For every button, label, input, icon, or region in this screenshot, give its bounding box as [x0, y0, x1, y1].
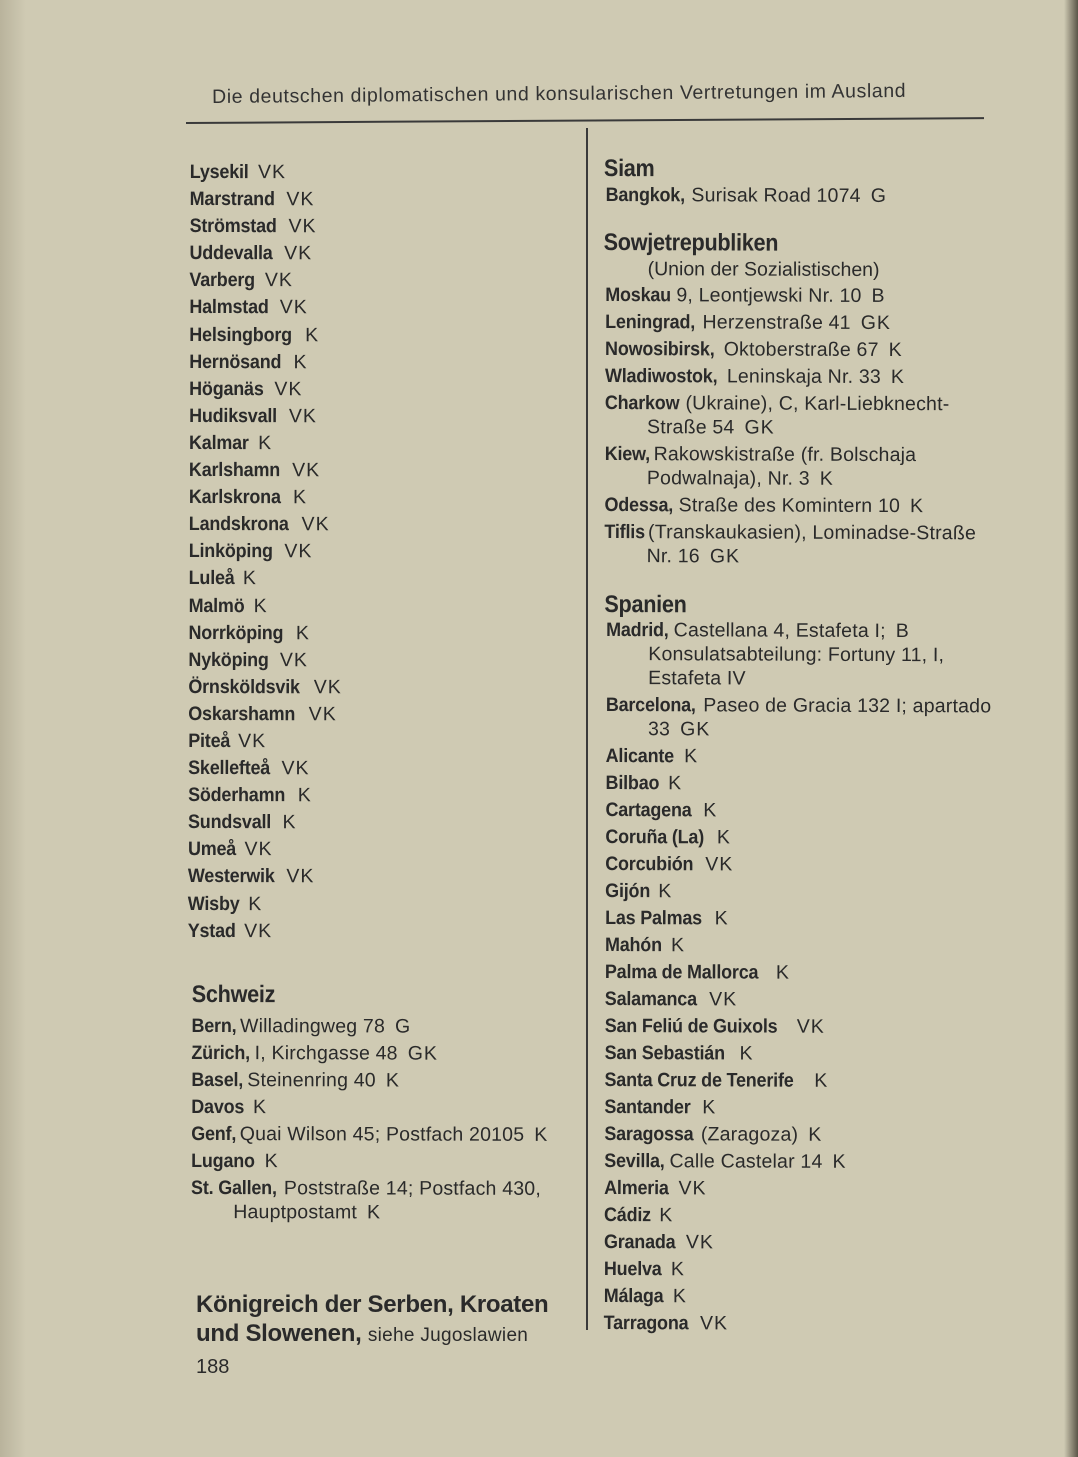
entry-office-code: K — [702, 1096, 717, 1119]
directory-entry — [188, 782, 578, 810]
entry-place: Karlskrona — [188, 486, 281, 509]
entry-office-code: GK — [680, 718, 711, 741]
entry-place: Saragossa — [604, 1123, 694, 1146]
directory-entry — [188, 592, 579, 620]
directory-entry — [188, 674, 579, 702]
entry-place: Barcelona, — [605, 694, 696, 717]
entry-place: San Feliú de Guixols — [604, 1015, 778, 1039]
directory-entry — [191, 1068, 578, 1093]
page-gutter-shadow — [0, 0, 26, 1457]
directory-entry — [187, 863, 578, 891]
entry-office-code: K — [534, 1123, 549, 1146]
entry-address: Castellana 4, Estafeta I; — [673, 619, 886, 643]
directory-entry — [605, 182, 1004, 210]
entry-place: Málaga — [603, 1285, 664, 1308]
entry-office-code: VK — [678, 1177, 707, 1200]
entry-place: Odessa, — [604, 494, 674, 517]
running-head: Die deutschen diplomatischen und konsularischen Vertretungen im Ausland — [212, 79, 907, 108]
entry-place: Lugano — [191, 1149, 255, 1172]
directory-entry — [604, 520, 1003, 569]
entry-place: Basel, — [191, 1068, 244, 1091]
directory-entry — [188, 511, 579, 539]
entry-place: Santa Cruz de Tenerife — [604, 1069, 794, 1093]
entry-office-code: K — [242, 567, 257, 590]
directory-entry — [605, 853, 1001, 878]
entry-place: Bern, — [191, 1014, 237, 1037]
directory-entry — [605, 337, 1003, 362]
entry-office-code: K — [684, 745, 699, 768]
entry-place: Westerwik — [187, 865, 275, 888]
entry-address: Oktoberstraße 67 — [723, 338, 879, 362]
entry-place: Almeria — [604, 1177, 669, 1200]
entry-place: Helsingborg — [189, 323, 292, 346]
entry-place: Charkow — [604, 392, 680, 415]
entry-office-code: K — [282, 811, 297, 834]
entry-office-code: K — [910, 495, 925, 518]
directory-entry — [606, 619, 1002, 692]
entry-office-code: VK — [244, 838, 273, 861]
directory-entry — [189, 213, 580, 241]
entry-place: Söderhamn — [188, 784, 286, 807]
entry-office-code: K — [248, 892, 263, 915]
entry-office-code: VK — [308, 703, 337, 726]
directory-entry — [191, 1176, 577, 1225]
directory-entry — [188, 647, 579, 675]
entry-place: Umeå — [187, 838, 237, 861]
entry-place: Höganäs — [189, 377, 264, 400]
entry-place: Moskau — [605, 284, 672, 307]
directory-entry — [187, 891, 578, 919]
header-rule — [186, 117, 984, 124]
entry-office-code: VK — [279, 296, 308, 319]
entry-place: Norrköping — [188, 621, 284, 644]
directory-entry — [188, 484, 579, 512]
entry-office-code: GK — [407, 1042, 438, 1065]
entry-office-code: K — [297, 784, 312, 807]
entry-place: San Sebastián — [604, 1042, 725, 1065]
entry-office-code: K — [739, 1042, 754, 1065]
entry-office-code: VK — [292, 459, 321, 482]
entry-place: Davos — [191, 1095, 245, 1118]
entry-address: Calle Castelar 14 — [669, 1150, 823, 1174]
country-heading-siam: Siam — [603, 155, 655, 183]
entry-place: Lysekil — [189, 160, 249, 184]
entry-office-code: VK — [284, 242, 313, 265]
entry-office-code: G — [394, 1015, 412, 1038]
entry-place: Nyköping — [188, 648, 269, 671]
directory-entry — [605, 694, 1002, 743]
entry-place: Landskrona — [188, 513, 289, 536]
directory-entry — [189, 403, 579, 431]
entry-address: Willadingweg 78 — [239, 1014, 386, 1038]
directory-entry — [605, 772, 1002, 797]
entry-address: Poststraße 14; Postfach 430, Hauptpostamt — [233, 1177, 542, 1224]
directory-entry — [605, 283, 1003, 308]
entry-place: Luleå — [188, 567, 235, 590]
schweden-list — [187, 159, 580, 946]
entry-place: Hernösand — [189, 350, 282, 373]
entry-place: Piteå — [188, 729, 231, 753]
entry-address: Herzenstraße 41 — [702, 311, 851, 335]
entry-place: Granada — [603, 1231, 676, 1254]
entry-address: Rakowskistraße (fr. Bolschaja Podwalnaja), Nr. 3 — [646, 443, 917, 491]
spanien-list — [603, 619, 1003, 1340]
entry-place: Cartagena — [605, 799, 692, 822]
directory-entry — [189, 159, 580, 187]
directory-entry — [191, 1095, 577, 1120]
entry-place: Genf, — [191, 1122, 237, 1145]
cross-reference-line-2: und Slowenen, — [196, 1320, 362, 1347]
directory-entry — [187, 809, 578, 837]
entry-office-code: K — [814, 1070, 829, 1093]
directory-entry — [605, 799, 1002, 824]
directory-entry — [191, 1014, 578, 1039]
directory-entry — [189, 240, 580, 268]
entry-office-code: GK — [709, 545, 741, 568]
directory-entry — [605, 880, 1001, 905]
directory-entry — [604, 442, 1003, 491]
directory-entry — [604, 1204, 1000, 1229]
entry-address: I, Kirchgasse 48 — [254, 1041, 398, 1065]
directory-entry — [188, 701, 579, 729]
entry-place: Tiflis — [604, 521, 645, 544]
entry-place: Örnsköldsvik — [188, 675, 300, 699]
directory-entry — [191, 1122, 577, 1147]
entry-place: Bangkok, — [605, 184, 685, 207]
directory-entry — [187, 918, 578, 946]
entry-office-code: K — [714, 907, 729, 930]
directory-entry — [189, 349, 579, 377]
directory-entry — [603, 1231, 1000, 1256]
entry-place: Nowosibirsk, — [605, 338, 715, 361]
country-heading-spanien: Spanien — [604, 591, 687, 619]
entry-office-code: K — [808, 1124, 823, 1147]
entry-office-code: K — [295, 621, 310, 644]
directory-entry — [605, 310, 1003, 335]
entry-office-code: VK — [700, 1312, 729, 1335]
entry-office-code: K — [659, 1204, 674, 1227]
entry-office-code: VK — [709, 988, 738, 1011]
entry-place: Alicante — [605, 745, 675, 768]
entry-address: 9, Leontjewski Nr. 10 — [676, 284, 862, 308]
entry-office-code: VK — [238, 730, 267, 753]
page-edge-shadow — [1064, 0, 1078, 1457]
directory-entry — [188, 728, 578, 756]
directory-entry — [187, 836, 578, 864]
directory-entry — [603, 1258, 1000, 1283]
entry-address: (Ukraine), C, Karl-Liebknecht-Straße 54 — [647, 392, 950, 439]
entry-place: Zürich, — [191, 1041, 250, 1064]
entry-extra: Konsulatsabteilung: Fortuny 11, I, Estafeta IV — [648, 643, 945, 690]
entry-address: Steinenring 40 — [247, 1068, 376, 1092]
entry-place: Las Palmas — [605, 907, 703, 930]
entry-place: Huelva — [603, 1258, 662, 1281]
entry-place: Santander — [604, 1096, 691, 1119]
column-rule — [586, 128, 588, 1330]
entry-place: Mahón — [604, 934, 662, 957]
directory-entry — [604, 391, 1003, 440]
entry-place: Wladiwostok, — [604, 365, 718, 388]
directory-entry — [604, 1123, 1001, 1148]
entry-office-code: K — [671, 934, 686, 957]
entry-address: Quai Wilson 45; Postfach 20105 — [239, 1122, 525, 1146]
directory-entry — [604, 1177, 1000, 1202]
entry-office-code: K — [888, 339, 903, 362]
entry-office-code: K — [832, 1151, 847, 1174]
entry-office-code: VK — [279, 648, 308, 671]
directory-entry — [605, 907, 1001, 932]
entry-address: (Zaragoza) — [700, 1123, 799, 1147]
left-column — [187, 159, 580, 1228]
entry-office-code: K — [658, 880, 673, 903]
directory-entry — [605, 745, 1002, 770]
right-column — [600, 155, 1004, 1340]
entry-office-code: VK — [313, 676, 342, 699]
directory-entry — [189, 376, 579, 404]
directory-entry — [188, 538, 579, 566]
entry-office-code: K — [253, 1095, 268, 1118]
entry-office-code: K — [264, 1149, 279, 1172]
sowjet-list — [604, 283, 1004, 572]
entry-office-code: K — [253, 594, 268, 617]
sowjet-subtitle: (Union der Sozialistischen) — [647, 258, 880, 282]
entry-place: Cádiz — [604, 1204, 652, 1227]
directory-entry — [604, 493, 1003, 518]
country-heading-sowjet: Sowjetrepubliken — [603, 229, 779, 257]
entry-place: Bilbao — [605, 772, 660, 795]
entry-office-code: B — [871, 285, 886, 308]
directory-entry — [189, 322, 580, 350]
entry-place: Sevilla, — [604, 1150, 665, 1173]
entry-office-code: K — [668, 772, 683, 795]
entry-office-code: K — [672, 1285, 687, 1308]
directory-entry — [189, 186, 580, 214]
directory-entry — [604, 1150, 1000, 1175]
entry-place: Wisby — [187, 892, 240, 915]
cross-reference-heading — [196, 1290, 586, 1350]
entry-office-code: K — [305, 323, 320, 346]
entry-place: Coruña (La) — [605, 826, 705, 849]
entry-office-code: K — [703, 799, 718, 822]
entry-place: Madrid, — [606, 619, 669, 642]
entry-address: Straße des Komintern 10 — [678, 494, 901, 518]
directory-entry — [188, 565, 579, 593]
entry-office-code: VK — [274, 377, 303, 400]
entry-office-code: K — [775, 962, 790, 985]
entry-office-code: K — [716, 826, 731, 849]
cross-reference-see: siehe Jugoslawien — [367, 1325, 529, 1346]
entry-office-code: VK — [264, 269, 293, 292]
entry-place: Tarragona — [603, 1312, 689, 1335]
entry-office-code: GK — [860, 312, 891, 335]
directory-entry — [604, 988, 1001, 1013]
directory-entry — [603, 1285, 1000, 1310]
entry-place: Linköping — [188, 540, 273, 563]
entry-place: Palma de Mallorca — [604, 961, 759, 985]
entry-office-code: K — [258, 432, 273, 455]
entry-place: Marstrand — [189, 188, 275, 211]
entry-place: Leningrad, — [605, 311, 696, 334]
cross-reference-line-1: Königreich der Serben, Kroaten — [196, 1291, 549, 1318]
entry-place: Skellefteå — [188, 757, 271, 780]
siam-list — [605, 182, 1004, 210]
entry-address: Leninskaja Nr. 33 — [726, 365, 881, 389]
entry-office-code: K — [819, 468, 834, 491]
entry-place: Varberg — [189, 269, 256, 292]
entry-office-code: VK — [286, 188, 315, 211]
entry-place: Corcubión — [605, 853, 694, 876]
entry-office-code: VK — [796, 1016, 825, 1039]
entry-office-code: B — [895, 620, 910, 643]
directory-entry — [604, 1069, 1001, 1094]
entry-office-code: VK — [301, 513, 330, 536]
entry-office-code: VK — [257, 161, 287, 184]
entry-place: Kalmar — [188, 431, 249, 455]
directory-entry — [188, 755, 578, 783]
entry-place: Hudiksvall — [189, 404, 278, 428]
directory-entry — [604, 1096, 1001, 1121]
entry-office-code: K — [367, 1201, 382, 1224]
entry-place: Kiew, — [604, 443, 651, 466]
directory-entry — [189, 294, 580, 322]
directory-entry — [188, 430, 579, 458]
entry-address: Paseo de Gracia 132 I; apartado 33 — [647, 694, 992, 741]
entry-office-code: VK — [244, 919, 273, 942]
entry-place: Gijón — [605, 880, 651, 903]
entry-office-code: K — [890, 366, 905, 389]
entry-office-code: G — [870, 185, 887, 208]
page-number: 188 — [196, 1356, 230, 1378]
entry-place: Karlshamn — [188, 458, 281, 482]
entry-office-code: K — [293, 350, 308, 373]
directory-entry — [605, 826, 1002, 851]
entry-place: Sundsvall — [187, 811, 272, 834]
entry-place: St. Gallen, — [191, 1176, 277, 1199]
entry-office-code: K — [670, 1258, 685, 1281]
entry-office-code: VK — [685, 1231, 714, 1254]
entry-place: Malmö — [188, 594, 245, 617]
entry-office-code: VK — [288, 405, 317, 428]
entry-office-code: K — [385, 1069, 400, 1092]
entry-office-code: GK — [744, 416, 775, 439]
directory-entry — [604, 1042, 1001, 1067]
directory-entry — [604, 961, 1001, 986]
entry-address: (Transkaukasien), Lominadse-Straße Nr. 16 — [646, 521, 977, 568]
entry-address: Surisak Road 1074 — [691, 184, 861, 207]
entry-office-code: VK — [284, 540, 313, 563]
entry-place: Strömstad — [189, 215, 277, 238]
entry-place: Oskarshamn — [188, 702, 296, 726]
country-heading-schweiz: Schweiz — [191, 980, 276, 1008]
schweiz-list — [191, 1014, 578, 1228]
entry-place: Halmstad — [189, 296, 269, 319]
directory-entry — [604, 364, 1003, 389]
directory-entry — [191, 1149, 577, 1174]
directory-entry — [604, 1015, 1001, 1040]
directory-entry — [188, 620, 579, 648]
entry-office-code: K — [292, 486, 308, 509]
entry-office-code: VK — [705, 853, 734, 876]
directory-entry — [189, 267, 580, 295]
directory-entry — [603, 1312, 1000, 1337]
directory-entry — [604, 934, 1001, 959]
entry-place: Uddevalla — [189, 242, 273, 265]
entry-office-code: VK — [288, 215, 317, 238]
directory-entry — [191, 1041, 578, 1066]
entry-office-code: VK — [286, 865, 315, 888]
entry-place: Salamanca — [604, 988, 697, 1011]
directory-entry — [188, 457, 579, 485]
entry-place: Ystad — [187, 919, 236, 942]
entry-office-code: VK — [281, 757, 310, 780]
